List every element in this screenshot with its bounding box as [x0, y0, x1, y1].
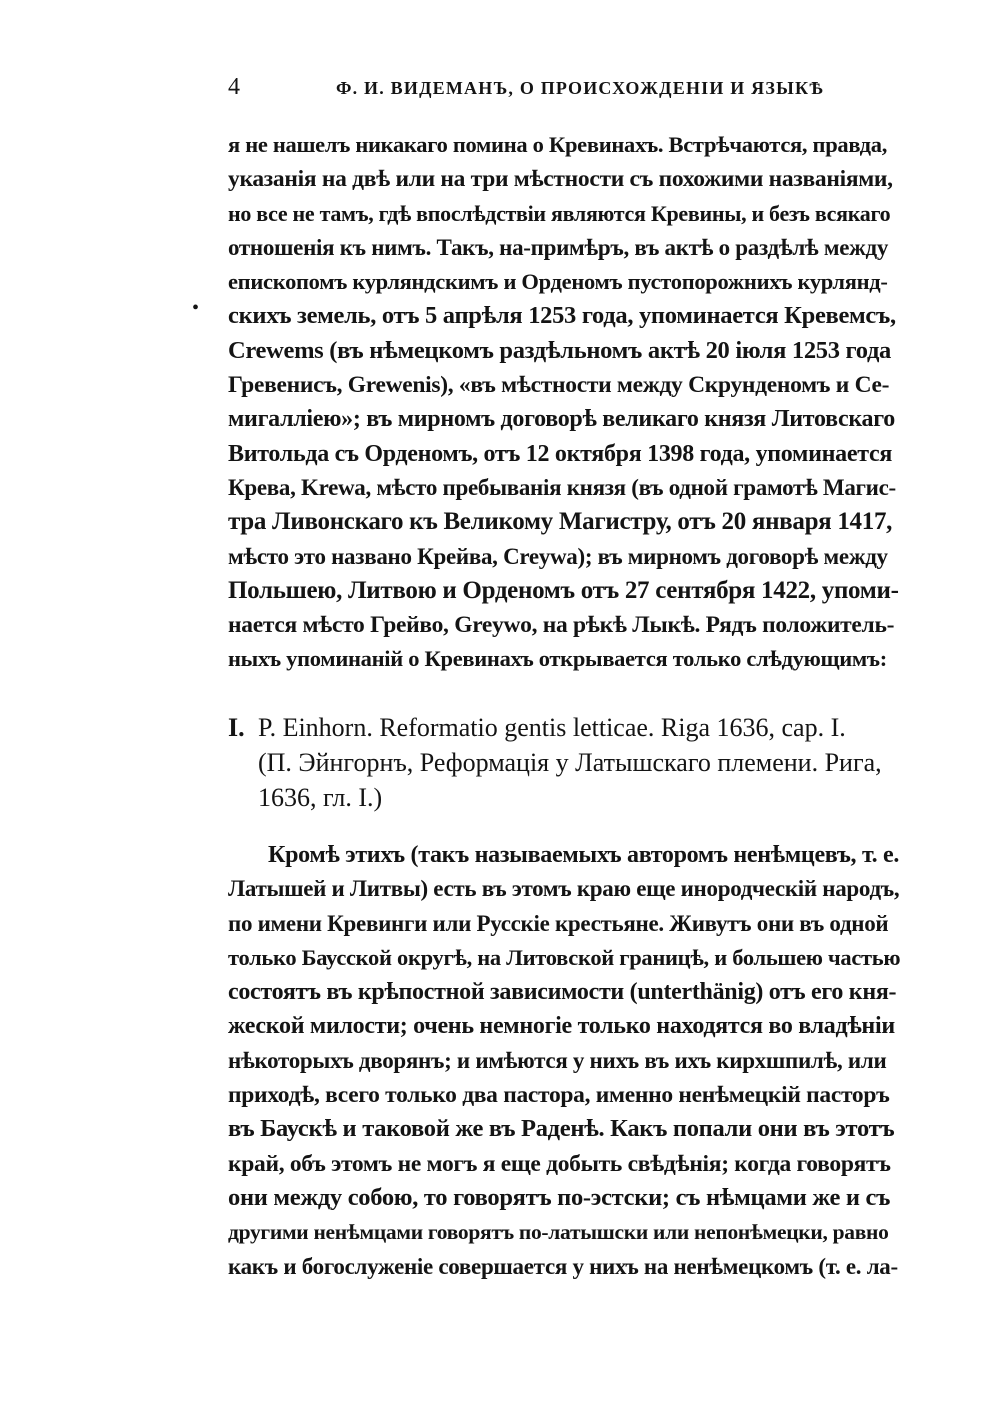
text-line: Crewems (въ нѣмецкомъ раздѣльномъ актѣ 20 іюля 1253 года	[228, 336, 891, 364]
text-line: мѣсто это названо Крейва, Creywa); въ мирномъ договорѣ между	[228, 543, 888, 569]
text-line: Витольда съ Орденомъ, отъ 12 октября 1398 года, упоминается	[228, 440, 893, 467]
margin-mark: •	[192, 297, 200, 319]
citation-number: I.	[228, 713, 245, 742]
paragraph-1	[228, 128, 900, 677]
citation-line: (П. Эйнгорнъ, Реформація у Латышскаго племени. Рига,	[258, 748, 882, 777]
text-line: указанія на двѣ или на три мѣстности съ похожими названіями,	[228, 166, 893, 193]
running-title: Ф. И. ВИДЕМАНЪ, О ПРОИСХОЖДЕНІИ И ЯЗЫКѢ	[336, 78, 825, 98]
text-line: Латышей и Литвы) есть въ этомъ краю еще инородческій народъ,	[228, 876, 900, 902]
text-line: по имени Кревинги или Русскіе крестьяне. Живутъ они въ одной	[228, 910, 889, 936]
text-line: нается мѣсто Грейво, Greywo, на рѣкѣ Лыкѣ. Рядъ положитель-	[228, 612, 895, 639]
text-line: Польшею, Литвою и Орденомъ отъ 27 сентября 1422, упоми-	[228, 576, 899, 604]
text-line: край, объ этомъ не могъ я еще добыть свѣдѣнія; когда говорятъ	[228, 1150, 891, 1177]
citation-line: P. Einhorn. Reformatio gentis letticae. Riga 1636, cap. I.	[258, 713, 846, 742]
running-head	[228, 72, 888, 104]
text-line: какъ и богослуженіе совершается у нихъ на ненѣмецкомъ (т. е. ла-	[228, 1253, 898, 1279]
citation-line: 1636, гл. I.)	[258, 783, 383, 812]
text-line: Кромѣ этихъ (такъ называемыхъ авторомъ ненѣмцевъ, т. е.	[268, 842, 900, 868]
text-line: ныхъ упоминаній о Кревинахъ открывается только слѣдующимъ:	[228, 646, 887, 672]
text-line: въ Баускѣ и таковой же въ Раденѣ. Какъ попали они въ этотъ	[228, 1115, 895, 1143]
text-line: нѣкоторыхъ дворянъ; и имѣются у нихъ въ ихъ кирхшпилѣ, или	[228, 1047, 887, 1073]
text-line: епископомъ курляндскимъ и Орденомъ пустопорожнихъ курлянд-	[228, 269, 888, 295]
text-line: мигалліею»; въ мирномъ договорѣ великаго князя Литовскаго	[228, 406, 895, 433]
text-line: Гревенисъ, Grewenis), «въ мѣстности между Скрунденомъ и Се-	[228, 372, 890, 399]
text-line: я не нашелъ никакаго помина о Кревинахъ. Встрѣчаются, правда,	[228, 132, 888, 157]
citation-body	[258, 710, 900, 815]
text-line: Крева, Krewa, мѣсто пребыванія князя (въ одной грамотѣ Магис-	[228, 474, 896, 500]
text-line: только Баусской округѣ, на Литовской границѣ, и большею частью	[228, 944, 900, 970]
text-line: другими ненѣмцами говорятъ по-латышски или непонѣмецки, равно	[228, 1220, 889, 1245]
text-line: состоятъ въ крѣпостной зависимости (unterthänig) отъ его кня-	[228, 979, 897, 1006]
paragraph-2	[228, 838, 900, 1284]
text-line: скихъ земель, отъ 5 апрѣля 1253 года, упоминается Кревемсъ,	[228, 302, 896, 330]
text-line: жеской милости; очень немногіе только находятся во владѣніи	[228, 1013, 895, 1040]
text-line: но все не тамъ, гдѣ впослѣдствіи являются Кревины, и безъ всякаго	[228, 200, 891, 226]
page-number: 4	[228, 74, 240, 100]
text-line: они между собою, то говорятъ по-эстски; съ нѣмцами же и съ	[228, 1183, 891, 1211]
text-line: отношенія къ нимъ. Такъ, на-примѣръ, въ актѣ о раздѣлѣ между	[228, 234, 889, 260]
text-line: приходѣ, всего только два пастора, именно ненѣмецкій пасторъ	[228, 1082, 890, 1109]
text-line: тра Ливонскаго къ Великому Магистру, отъ 20 января 1417,	[228, 508, 893, 536]
